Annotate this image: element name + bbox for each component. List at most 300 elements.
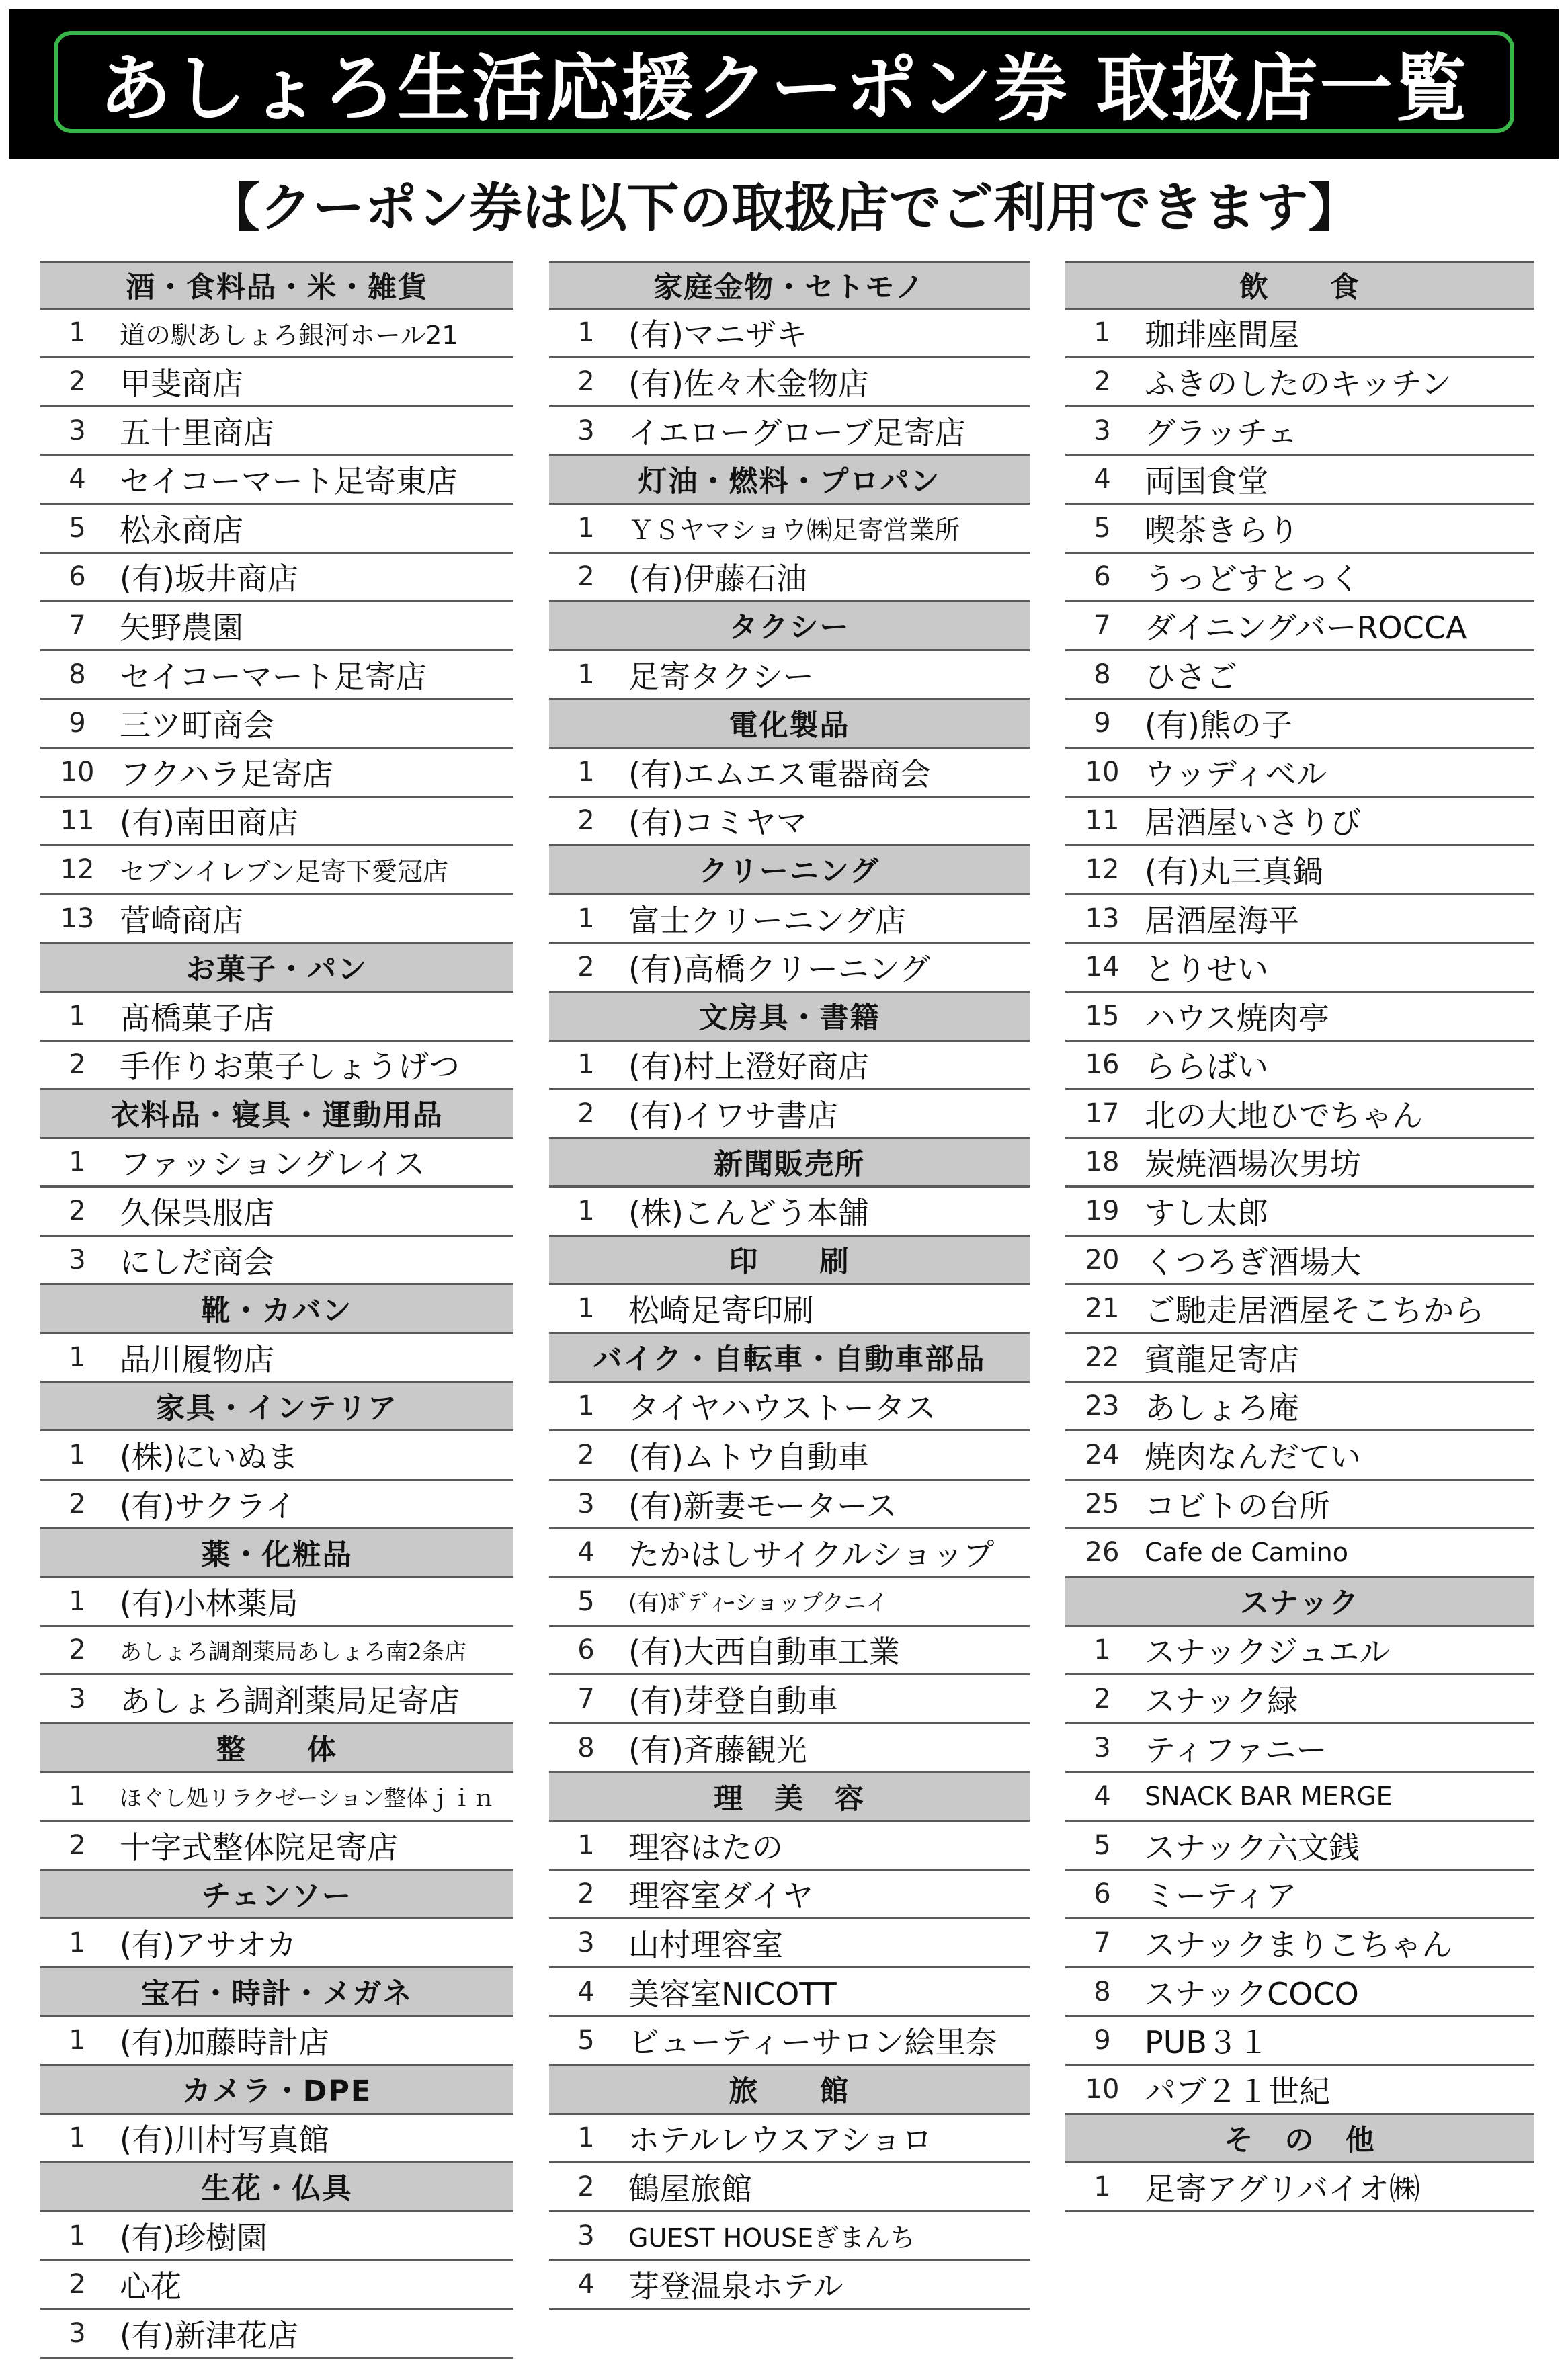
store-number: 22 [1085, 1341, 1120, 1373]
store-name: (有)アサオカ [120, 1926, 297, 1963]
store-name: (有)ムトウ自動車 [628, 1439, 869, 1476]
store-number: 5 [69, 512, 86, 544]
store-name: (有)斉藤観光 [628, 1731, 807, 1768]
store-number: 1 [69, 2220, 86, 2251]
store-name: ＹＳヤマショウ㈱足寄営業所 [628, 515, 960, 546]
store-number: 8 [1094, 1976, 1111, 2007]
store-number: 4 [577, 2269, 595, 2300]
store-row [1065, 358, 1534, 407]
store-number: 2 [69, 1634, 86, 1666]
store-name: 両国食堂 [1145, 463, 1268, 500]
store-name: 居酒屋いさりび [1145, 804, 1361, 841]
store-row [549, 554, 1030, 603]
store-number: 3 [1094, 1732, 1111, 1763]
store-number: 1 [1094, 1634, 1111, 1666]
store-row [549, 2261, 1030, 2310]
store-name: 山村理容室 [628, 1926, 783, 1963]
store-row [1065, 1675, 1534, 1724]
store-name: 十字式整体院足寄店 [120, 1829, 398, 1866]
store-row [40, 1675, 513, 1724]
store-number: 18 [1085, 1147, 1120, 1178]
store-row [40, 2212, 513, 2261]
title-frame [54, 31, 1514, 133]
store-row [549, 1968, 1030, 2017]
store-number: 8 [1094, 659, 1111, 690]
store-name: ふきのしたのキッチン [1145, 365, 1452, 402]
store-row [40, 1431, 513, 1481]
store-name: (有)芽登自動車 [628, 1683, 838, 1720]
category-heading: 家庭金物・セトモノ [549, 261, 1030, 310]
store-name: 髙橋菓子店 [120, 999, 274, 1036]
store-name: 甲斐商店 [120, 365, 243, 402]
store-name: ウッディベル [1145, 755, 1327, 792]
store-row [1065, 749, 1534, 798]
store-column-1 [40, 261, 513, 2359]
store-name: フクハラ足寄店 [120, 755, 333, 792]
store-number: 1 [69, 1927, 86, 1958]
category-heading: 電化製品 [549, 700, 1030, 749]
store-name: 焼肉なんだてい [1145, 1439, 1361, 1476]
store-row [549, 505, 1030, 554]
store-row [40, 505, 513, 554]
store-number: 1 [69, 1147, 86, 1178]
store-number: 4 [1094, 1781, 1111, 1813]
category-heading: 靴・カバン [40, 1285, 513, 1334]
store-row [40, 1188, 513, 1237]
store-name: (有)小林薬局 [120, 1585, 298, 1622]
store-row [1065, 456, 1534, 505]
category-heading: カメラ・DPE [40, 2066, 513, 2115]
store-number: 3 [577, 415, 595, 446]
store-row [1065, 1431, 1534, 1481]
store-number: 23 [1085, 1390, 1120, 1422]
store-number: 21 [1085, 1293, 1120, 1325]
store-number: 2 [69, 1488, 86, 1519]
store-number: 9 [1094, 708, 1111, 739]
store-number: 9 [69, 708, 86, 739]
store-name: にしだ商会 [120, 1243, 274, 1280]
store-number: 1 [69, 1440, 86, 1471]
store-number: 1 [577, 756, 595, 788]
store-name: 芽登温泉ホテル [628, 2268, 843, 2305]
category-heading: スナック [1065, 1578, 1534, 1627]
store-row [1065, 993, 1534, 1042]
store-row [549, 1578, 1030, 1627]
store-name: 賓龍足寄店 [1145, 1341, 1299, 1378]
store-name: グラッチェ [1145, 414, 1298, 451]
store-name: スナック六文銭 [1145, 1829, 1360, 1866]
store-row [40, 2017, 513, 2066]
store-name: SNACK BAR MERGE [1145, 1782, 1393, 1812]
store-name: ダイニングバーROCCA [1145, 609, 1467, 646]
store-number: 2 [577, 952, 595, 983]
store-name: (有)コミヤマ [628, 804, 807, 841]
store-number: 5 [1094, 1829, 1111, 1861]
store-row [549, 1042, 1030, 1091]
store-row [40, 1042, 513, 1091]
store-name: セイコーマート足寄東店 [120, 463, 458, 500]
store-row [40, 1578, 513, 1627]
store-number: 3 [69, 1683, 86, 1715]
store-number: 12 [1085, 854, 1120, 885]
store-name: (有)南田商店 [120, 804, 298, 841]
store-number: 10 [60, 756, 95, 788]
category-heading: 家具・インテリア [40, 1383, 513, 1432]
store-row [40, 895, 513, 944]
store-row [1065, 798, 1534, 847]
category-heading: そ の 他 [1065, 2115, 1534, 2164]
store-name: 喫茶きらり [1145, 511, 1299, 548]
store-row [40, 993, 513, 1042]
store-row [40, 846, 513, 895]
store-number: 2 [1094, 366, 1111, 397]
store-number: 1 [577, 659, 595, 690]
store-name: セイコーマート足寄店 [120, 658, 427, 695]
store-number: 1 [577, 317, 595, 349]
category-heading: クリーニング [549, 846, 1030, 895]
store-row [549, 1724, 1030, 1774]
store-row [549, 944, 1030, 993]
category-heading: 生花・仏具 [40, 2163, 513, 2212]
store-name: (有)エムエス電器商会 [628, 755, 931, 792]
store-row [1065, 1188, 1534, 1237]
store-name: 炭焼酒場次男坊 [1145, 1146, 1361, 1183]
store-row [1065, 1481, 1534, 1530]
store-row [1065, 310, 1534, 359]
store-row [1065, 1968, 1534, 2017]
store-row [1065, 1627, 1534, 1676]
store-name: ほぐし処リラクゼーション整体ｊｉｎ [120, 1784, 495, 1811]
store-row [549, 651, 1030, 700]
store-row [40, 456, 513, 505]
category-heading: 理 美 容 [549, 1773, 1030, 1822]
store-number: 10 [1085, 2073, 1120, 2105]
store-number: 4 [577, 1976, 595, 2007]
store-row [40, 749, 513, 798]
store-row [1065, 1334, 1534, 1383]
store-name: (株)にいぬま [120, 1439, 298, 1476]
category-heading: 衣料品・寝具・運動用品 [40, 1090, 513, 1139]
store-name: とりせい [1145, 951, 1268, 988]
store-number: 24 [1085, 1440, 1120, 1471]
store-name: ハウス焼肉亭 [1145, 999, 1329, 1036]
store-row [40, 651, 513, 700]
store-row [549, 2017, 1030, 2066]
page-title: あしょろ生活応援クーポン券 取扱店一覧 [99, 46, 1469, 131]
store-number: 1 [577, 903, 595, 934]
store-number: 5 [577, 2025, 595, 2056]
store-name: くつろぎ酒場大 [1145, 1243, 1361, 1280]
store-name: ファッショングレイス [120, 1146, 425, 1183]
store-row [549, 798, 1030, 847]
store-name: (有)新津花店 [120, 2317, 298, 2354]
store-row [549, 1627, 1030, 1676]
store-number: 1 [69, 2122, 86, 2154]
store-row [549, 358, 1030, 407]
store-number: 2 [69, 1829, 86, 1861]
store-row [1065, 1919, 1534, 1968]
store-number: 11 [60, 805, 95, 837]
store-number: 2 [577, 561, 595, 593]
category-heading: タクシー [549, 602, 1030, 651]
store-name: たかはしサイクルショップ [628, 1536, 995, 1573]
store-name: (有)佐々木金物店 [628, 365, 869, 402]
store-number: 1 [69, 1341, 86, 1373]
store-number: 4 [69, 464, 86, 495]
store-number: 3 [577, 2220, 595, 2251]
store-row [549, 1822, 1030, 1871]
store-name: 鶴屋旅館 [628, 2170, 752, 2207]
store-name: 品川履物店 [120, 1341, 274, 1378]
store-name: (有)大西自動車工業 [628, 1634, 900, 1671]
category-heading: 飲 食 [1065, 261, 1534, 310]
category-heading: 灯油・燃料・プロパン [549, 456, 1030, 505]
store-name: 理容はたの [628, 1829, 783, 1866]
store-row [40, 358, 513, 407]
store-number: 1 [1094, 2171, 1111, 2202]
store-number: 2 [577, 366, 595, 397]
store-name: GUEST HOUSEぎまんち [628, 2223, 916, 2253]
store-name: パブ２１世紀 [1145, 2073, 1330, 2110]
store-row [40, 1822, 513, 1871]
store-name: コビトの台所 [1145, 1487, 1330, 1524]
category-heading: 酒・食料品・米・雑貨 [40, 261, 513, 310]
store-name: (有)新妻モータース [628, 1487, 897, 1524]
store-column-2 [549, 261, 1030, 2310]
store-row [1065, 1822, 1534, 1871]
store-row [1065, 1871, 1534, 1920]
store-number: 3 [577, 1927, 595, 1958]
store-name: あしょろ庵 [1145, 1390, 1299, 1427]
store-row [549, 1871, 1030, 1920]
store-number: 1 [577, 512, 595, 544]
category-heading: 整 体 [40, 1724, 513, 1774]
store-number: 1 [69, 317, 86, 349]
store-number: 1 [577, 1829, 595, 1861]
store-name: 松崎足寄印刷 [628, 1292, 814, 1329]
store-row [1065, 554, 1534, 603]
store-name: PUB３１ [1145, 2024, 1269, 2061]
store-number: 26 [1085, 1537, 1120, 1569]
store-row [1065, 1724, 1534, 1774]
store-row [1065, 700, 1534, 749]
store-number: 5 [1094, 512, 1111, 544]
store-number: 13 [1085, 903, 1120, 934]
store-number: 4 [577, 1537, 595, 1569]
store-name: 三ツ町商会 [120, 707, 274, 744]
store-row [1065, 895, 1534, 944]
store-name: 足寄タクシー [628, 658, 814, 695]
store-row [1065, 1529, 1534, 1578]
store-row [40, 2261, 513, 2310]
store-row [549, 895, 1030, 944]
store-number: 1 [69, 1585, 86, 1617]
store-name: (有)伊藤石油 [628, 560, 807, 597]
store-name: スナックCOCO [1145, 1975, 1359, 2012]
store-number: 4 [1094, 464, 1111, 495]
store-name: (有)マニザキ [628, 317, 807, 353]
store-name: 北の大地ひでちゃん [1145, 1097, 1423, 1134]
store-number: 10 [1085, 756, 1120, 788]
store-name: (有)村上澄好商店 [628, 1048, 869, 1085]
store-row [40, 602, 513, 651]
store-name: (有)川村写真館 [120, 2122, 329, 2159]
store-row [40, 1139, 513, 1188]
store-row [1065, 2017, 1534, 2066]
store-column-3 [1065, 261, 1534, 2212]
store-number: 3 [1094, 415, 1111, 446]
store-number: 1 [577, 1293, 595, 1325]
store-row [1065, 2163, 1534, 2212]
store-name: ティファニー [1145, 1731, 1327, 1768]
store-row [1065, 1139, 1534, 1188]
store-row [1065, 1383, 1534, 1432]
store-number: 1 [1094, 317, 1111, 349]
store-row [1065, 1042, 1534, 1091]
store-name: 珈琲座間屋 [1145, 317, 1299, 353]
store-row [1065, 407, 1534, 456]
store-number: 7 [69, 610, 86, 641]
store-number: 3 [577, 1488, 595, 1519]
store-row [1065, 505, 1534, 554]
store-name: ミーティア [1145, 1878, 1297, 1915]
store-name: 松永商店 [120, 511, 243, 548]
store-row [40, 310, 513, 359]
title-banner [9, 9, 1559, 159]
store-row [40, 1334, 513, 1383]
store-row [549, 2212, 1030, 2261]
store-number: 9 [1094, 2025, 1111, 2056]
store-row [40, 1481, 513, 1530]
store-number: 8 [69, 659, 86, 690]
store-number: 1 [577, 1196, 595, 1227]
store-row [549, 407, 1030, 456]
store-name: すし太郎 [1145, 1195, 1268, 1232]
store-row [40, 1773, 513, 1822]
store-row [549, 2163, 1030, 2212]
store-row [40, 407, 513, 456]
store-name: 心花 [120, 2268, 181, 2305]
store-number: 19 [1085, 1196, 1120, 1227]
store-name: あしょろ調剤薬局あしょろ南2条店 [120, 1638, 466, 1665]
store-row [40, 1627, 513, 1676]
category-heading: 印 刷 [549, 1237, 1030, 1286]
store-number: 1 [69, 1000, 86, 1032]
store-number: 6 [1094, 1878, 1111, 1910]
store-name: 五十里商店 [120, 414, 274, 451]
store-number: 11 [1085, 805, 1120, 837]
store-row [1065, 1237, 1534, 1286]
store-name: 美容室NICOTT [628, 1975, 837, 2012]
store-row [549, 2115, 1030, 2164]
store-name: (有)イワサ書店 [628, 1097, 838, 1134]
store-name: 菅崎商店 [120, 902, 243, 939]
store-row [549, 749, 1030, 798]
store-name: ららばい [1145, 1048, 1268, 1085]
store-name: 足寄アグリバイオ㈱ [1145, 2170, 1420, 2207]
store-name: 矢野農園 [120, 609, 243, 646]
store-name: 久保呉服店 [120, 1195, 274, 1232]
store-number: 7 [577, 1683, 595, 1715]
store-row [40, 1237, 513, 1286]
store-row [549, 1675, 1030, 1724]
store-number: 1 [577, 1390, 595, 1422]
category-heading: 宝石・時計・メガネ [40, 1968, 513, 2017]
store-name: ご馳走居酒屋そこちから [1145, 1292, 1485, 1329]
store-row [1065, 651, 1534, 700]
store-row [1065, 1090, 1534, 1139]
store-name: (有)ﾎﾞﾃﾞｨｰショップクニイ [628, 1589, 889, 1616]
store-name: 手作りお菓子しょうげつ [120, 1048, 460, 1085]
category-heading: バイク・自転車・自動車部品 [549, 1334, 1030, 1383]
store-row [1065, 1773, 1534, 1822]
category-heading: 文房具・書籍 [549, 993, 1030, 1042]
store-name: (有)丸三真鍋 [1145, 853, 1323, 890]
store-number: 3 [69, 415, 86, 446]
store-row [40, 1919, 513, 1968]
store-number: 20 [1085, 1244, 1120, 1276]
store-number: 14 [1085, 952, 1120, 983]
store-row [1065, 846, 1534, 895]
store-row [40, 2115, 513, 2164]
store-name: (株)こんどう本舗 [628, 1195, 869, 1232]
category-heading: 薬・化粧品 [40, 1529, 513, 1578]
store-name: Cafe de Camino [1145, 1538, 1348, 1568]
store-number: 2 [69, 366, 86, 397]
store-name: スナック緑 [1145, 1683, 1298, 1720]
store-name: あしょろ調剤薬局足寄店 [120, 1683, 460, 1720]
store-number: 6 [577, 1634, 595, 1666]
store-row [549, 1285, 1030, 1334]
store-name: タイヤハウストータス [628, 1390, 936, 1427]
store-number: 2 [577, 1440, 595, 1471]
category-heading: 旅 館 [549, 2066, 1030, 2115]
store-name: (有)サクライ [120, 1487, 296, 1524]
store-number: 5 [577, 1585, 595, 1617]
store-number: 1 [69, 2025, 86, 2056]
store-name: ホテルレウスアショロ [628, 2122, 933, 2159]
store-number: 16 [1085, 1049, 1120, 1081]
store-name: セブンイレブン足寄下愛冠店 [120, 857, 449, 887]
store-number: 13 [60, 903, 95, 934]
store-name: 居酒屋海平 [1145, 902, 1299, 939]
category-heading: 新聞販売所 [549, 1139, 1030, 1188]
store-number: 2 [69, 1049, 86, 1081]
store-row [549, 1431, 1030, 1481]
store-number: 2 [577, 1878, 595, 1910]
store-row [1065, 1285, 1534, 1334]
store-number: 2 [69, 1196, 86, 1227]
store-number: 1 [69, 1781, 86, 1813]
store-name: 道の駅あしょろ銀河ホール21 [120, 320, 458, 350]
store-number: 2 [1094, 1683, 1111, 1715]
store-number: 3 [69, 2317, 86, 2349]
store-number: 17 [1085, 1097, 1120, 1129]
store-number: 25 [1085, 1488, 1120, 1519]
store-number: 7 [1094, 610, 1111, 641]
store-row [1065, 2066, 1534, 2115]
store-number: 2 [69, 2269, 86, 2300]
store-row [549, 1090, 1030, 1139]
store-number: 1 [577, 1049, 595, 1081]
store-number: 2 [577, 2171, 595, 2202]
store-row [549, 310, 1030, 359]
category-heading: チェンソー [40, 1871, 513, 1920]
store-row [549, 1529, 1030, 1578]
store-name: うっどすとっく [1145, 560, 1361, 597]
store-row [549, 1481, 1030, 1530]
store-number: 3 [69, 1244, 86, 1276]
